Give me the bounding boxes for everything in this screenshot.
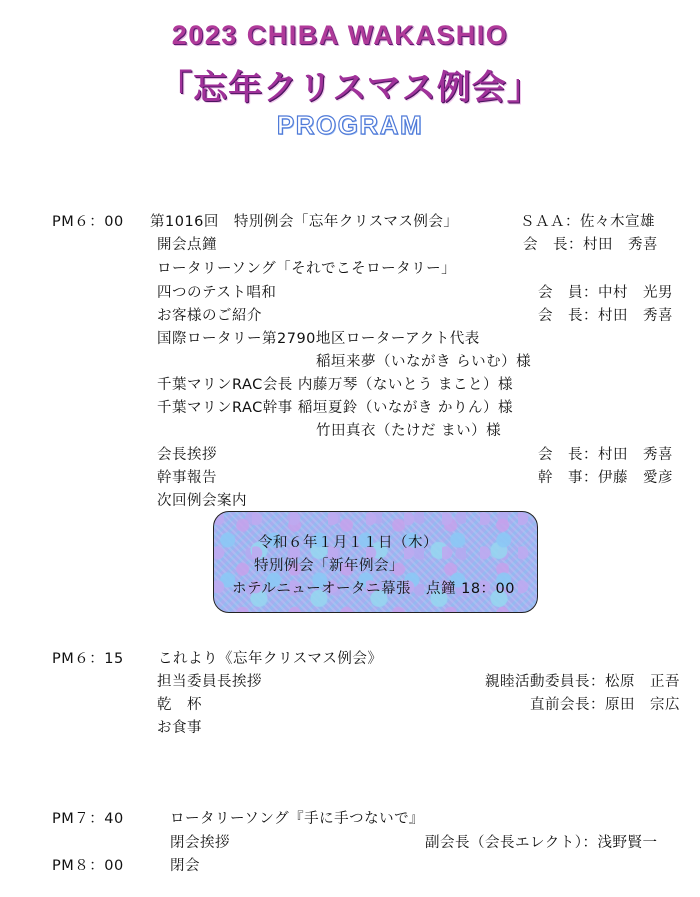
closing-label: 閉会 bbox=[170, 858, 200, 874]
program-person: 会 長：村田 秀喜 bbox=[538, 447, 673, 463]
program-item: 乾 杯 bbox=[157, 697, 202, 713]
program-item: 会長挨拶 bbox=[157, 447, 217, 463]
program-item: 次回例会案内 bbox=[157, 493, 247, 509]
program-item: 担当委員長挨拶 bbox=[157, 674, 262, 690]
program-item: 四つのテスト唱和 bbox=[157, 285, 277, 301]
program-person: 親睦活動委員長：松原 正吾 bbox=[485, 674, 680, 690]
time-pm-7-40: PM７：40 bbox=[52, 811, 124, 827]
guest-line: 稲垣来夢（いながき らいむ）様 bbox=[316, 354, 532, 370]
program-person: 幹 事：伊藤 愛彦 bbox=[538, 470, 673, 486]
notice-venue: ホテルニューオータニ幕張 点鐘 18：00 bbox=[232, 581, 515, 597]
rotary-song: ロータリーソング『手に手つないで』 bbox=[170, 811, 425, 827]
meeting-title: 第1016回 特別例会「忘年クリスマス例会」 bbox=[150, 214, 459, 230]
section-title: これより《忘年クリスマス例会》 bbox=[158, 651, 383, 667]
program-person: 副会長（会長エレクト）：浅野賢一 bbox=[425, 835, 658, 851]
program-item: 開会点鐘 bbox=[157, 237, 217, 253]
time-pm-6-15: PM６：15 bbox=[52, 651, 124, 667]
notice-date: 令和６年１月１１日（木） bbox=[258, 535, 438, 551]
program-item: お食事 bbox=[157, 720, 202, 736]
program-person: 会 長：村田 秀喜 bbox=[523, 237, 658, 253]
next-meeting-notice bbox=[213, 511, 538, 613]
program-item: ロータリーソング「それでこそロータリー」 bbox=[157, 261, 457, 277]
program-label: PROGRAM bbox=[276, 110, 424, 140]
guest-line: 竹田真衣（たけだ まい）様 bbox=[316, 423, 502, 439]
program-person: 直前会長：原田 宗広 bbox=[530, 697, 680, 713]
saa-label: ＳＡＡ：佐々木宣雄 bbox=[520, 214, 655, 230]
notice-meeting: 特別例会「新年例会」 bbox=[254, 558, 404, 574]
program-person: 会 員：中村 光男 bbox=[538, 285, 673, 301]
program-person: 会 長：村田 秀喜 bbox=[538, 308, 673, 324]
time-pm-6-00: PM６：00 bbox=[52, 214, 124, 230]
program-item: 閉会挨拶 bbox=[170, 835, 230, 851]
event-title: 「忘年クリスマス例会」 bbox=[158, 68, 542, 108]
guest-line: 国際ロータリー第2790地区ローターアクト代表 bbox=[157, 331, 480, 347]
guest-line: 千葉マリンRAC幹事 稲垣夏鈴（いながき かりん）様 bbox=[157, 400, 513, 416]
program-item: 幹事報告 bbox=[157, 470, 217, 486]
guest-line: 千葉マリンRAC会長 内藤万琴（ないとう まこと）様 bbox=[157, 377, 513, 393]
program-item: お客様のご紹介 bbox=[157, 308, 262, 324]
club-title: 2023 CHIBA WAKASHIO bbox=[171, 20, 509, 50]
time-pm-8-00: PM８：00 bbox=[52, 858, 124, 874]
